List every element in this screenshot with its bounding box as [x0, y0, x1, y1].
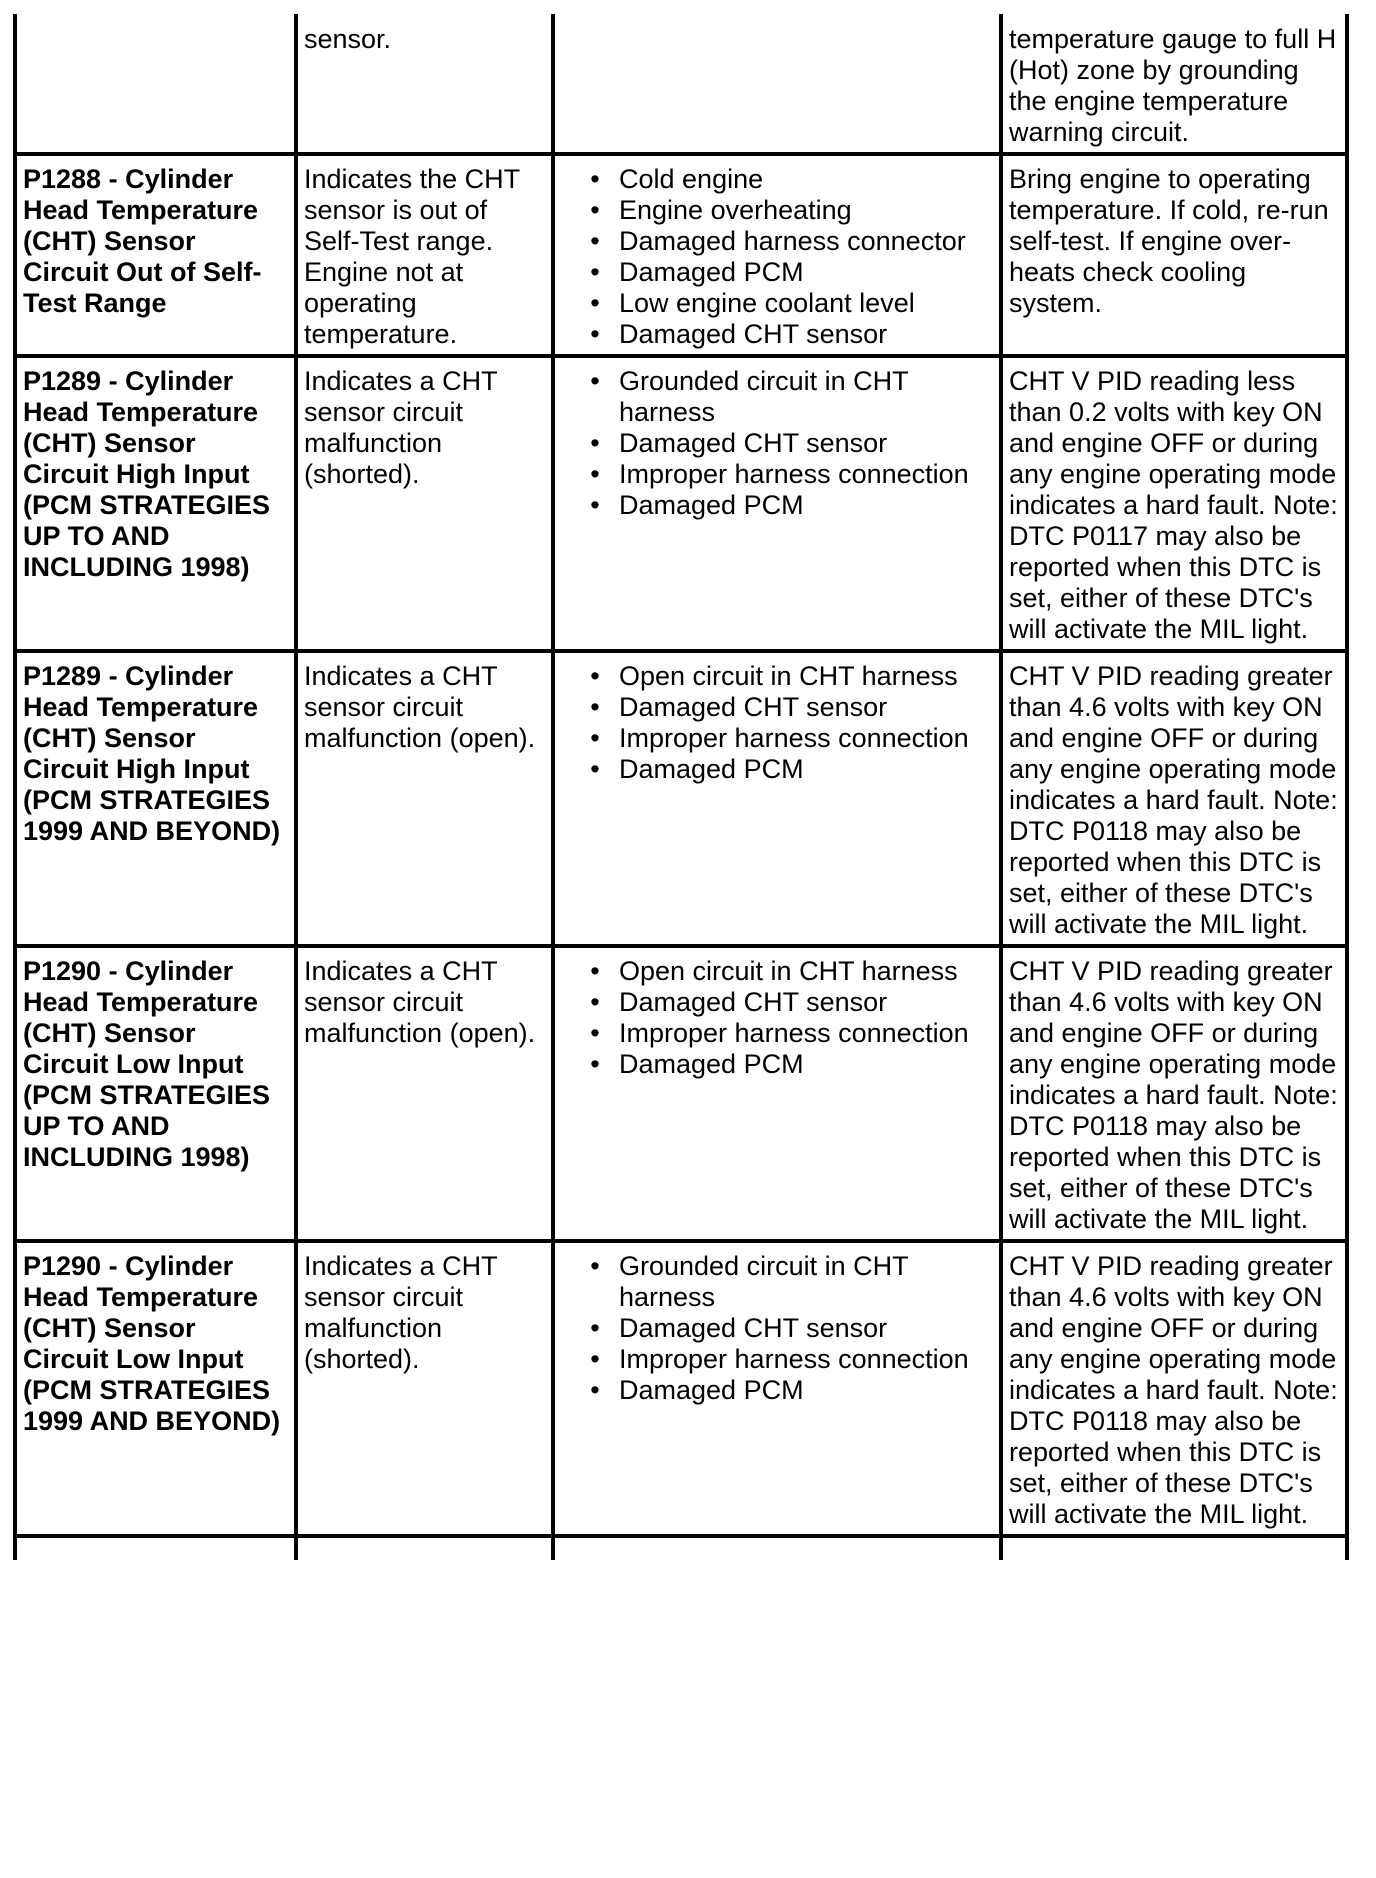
cause-text: Damaged CHT sensor	[619, 1313, 888, 1343]
list-item	[585, 1251, 993, 1313]
list-item	[585, 195, 993, 226]
dtc-code: P1289 - Cylinder Head Temperature (CHT) Sensor Circuit High Input (PCM STRATEGIES UP TO AND INCLUDING 1998)	[15, 356, 296, 651]
list-item	[585, 459, 993, 490]
cause-text: Damaged CHT sensor	[619, 319, 888, 349]
dtc-condition: Indicates a CHT sensor circuit malfunction (shorted).	[296, 1241, 553, 1536]
causes-list	[561, 661, 993, 785]
list-item	[585, 956, 993, 987]
cause-text: Low engine coolant level	[619, 288, 915, 318]
list-item	[585, 661, 993, 692]
bullet-icon: •	[590, 226, 600, 256]
list-item	[585, 366, 993, 428]
list-item	[585, 1049, 993, 1080]
dtc-condition: Indicates the CHT sensor is out of Self-Test range. Engine not at operating temperature.	[296, 154, 553, 356]
causes-list	[561, 1251, 993, 1406]
table-row	[15, 356, 1347, 651]
cause-text: Damaged PCM	[619, 257, 804, 287]
dtc-possible-causes	[553, 14, 1001, 154]
dtc-condition: Indicates a CHT sensor circuit malfunction (shorted).	[296, 356, 553, 651]
bullet-icon: •	[590, 723, 600, 753]
table-row	[15, 946, 1347, 1241]
cause-text: Damaged CHT sensor	[619, 987, 888, 1017]
dtc-action: CHT V PID reading less than 0.2 volts with key ON and engine OFF or during any engine operating mode indicates a hard fault. Note: DTC P0117 may also be reported when this DTC is set, either of these DTC's will activate the MIL light.	[1001, 356, 1347, 651]
dtc-code: P1288 - Cylinder Head Temperature (CHT) Sensor Circuit Out of Self-Test Range	[15, 154, 296, 356]
list-item	[585, 288, 993, 319]
table-row	[15, 154, 1347, 356]
bullet-icon: •	[590, 1049, 600, 1079]
dtc-possible-causes	[553, 1241, 1001, 1536]
dtc-table-body	[15, 14, 1347, 1560]
table-row	[15, 651, 1347, 946]
cause-text: Improper harness connection	[619, 459, 969, 489]
bullet-icon: •	[590, 366, 600, 396]
dtc-code	[15, 14, 296, 154]
cause-text: Grounded circuit in CHT harness	[619, 1251, 909, 1312]
dtc-possible-causes	[553, 154, 1001, 356]
bullet-icon: •	[590, 195, 600, 225]
list-item	[585, 754, 993, 785]
dtc-possible-causes	[553, 946, 1001, 1241]
cause-text: Improper harness connection	[619, 723, 969, 753]
cause-text: Damaged harness connector	[619, 226, 966, 256]
dtc-action: Bring engine to operating temperature. If cold, re-run self-test. If engine over-heats check cooling system.	[1001, 154, 1347, 356]
cause-text: Damaged PCM	[619, 490, 804, 520]
table-cell-empty	[15, 1536, 296, 1560]
bullet-icon: •	[590, 661, 600, 691]
cause-text: Damaged PCM	[619, 754, 804, 784]
bullet-icon: •	[590, 987, 600, 1017]
dtc-table	[13, 14, 1349, 1560]
bullet-icon: •	[590, 164, 600, 194]
bullet-icon: •	[590, 1375, 600, 1405]
bullet-icon: •	[590, 1018, 600, 1048]
list-item	[585, 1344, 993, 1375]
dtc-code: P1290 - Cylinder Head Temperature (CHT) Sensor Circuit Low Input (PCM STRATEGIES 1999 AND BEYOND)	[15, 1241, 296, 1536]
cause-text: Damaged CHT sensor	[619, 692, 888, 722]
cause-text: Improper harness connection	[619, 1344, 969, 1374]
bullet-icon: •	[590, 257, 600, 287]
dtc-condition: Indicates a CHT sensor circuit malfunction (open).	[296, 946, 553, 1241]
cause-text: Damaged PCM	[619, 1375, 804, 1405]
bullet-icon: •	[590, 1251, 600, 1281]
cause-text: Cold engine	[619, 164, 764, 194]
list-item	[585, 987, 993, 1018]
bullet-icon: •	[590, 692, 600, 722]
bullet-icon: •	[590, 754, 600, 784]
list-item	[585, 1018, 993, 1049]
bullet-icon: •	[590, 956, 600, 986]
cause-text: Open circuit in CHT harness	[619, 956, 958, 986]
dtc-action: CHT V PID reading greater than 4.6 volts with key ON and engine OFF or during any engine operating mode indicates a hard fault. Note: DTC P0118 may also be reported when this DTC is set, either of these DTC's will activate the MIL light.	[1001, 1241, 1347, 1536]
list-item	[585, 490, 993, 521]
bullet-icon: •	[590, 428, 600, 458]
table-row-continued	[15, 1536, 1347, 1560]
dtc-possible-causes	[553, 356, 1001, 651]
cause-text: Damaged CHT sensor	[619, 428, 888, 458]
table-cell-empty	[296, 1536, 553, 1560]
list-item	[585, 226, 993, 257]
table-cell-empty	[553, 1536, 1001, 1560]
cause-text: Engine overheating	[619, 195, 852, 225]
dtc-condition: Indicates a CHT sensor circuit malfunction (open).	[296, 651, 553, 946]
dtc-action: temperature gauge to full H (Hot) zone by grounding the engine temperature warning circuit.	[1001, 14, 1347, 154]
causes-list	[561, 366, 993, 521]
table-cell-empty	[1001, 1536, 1347, 1560]
list-item	[585, 164, 993, 195]
bullet-icon: •	[590, 490, 600, 520]
dtc-action: CHT V PID reading greater than 4.6 volts with key ON and engine OFF or during any engine operating mode indicates a hard fault. Note: DTC P0118 may also be reported when this DTC is set, either of these DTC's will activate the MIL light.	[1001, 651, 1347, 946]
dtc-code: P1289 - Cylinder Head Temperature (CHT) Sensor Circuit High Input (PCM STRATEGIES 1999 AND BEYOND)	[15, 651, 296, 946]
cause-text: Improper harness connection	[619, 1018, 969, 1048]
list-item	[585, 1313, 993, 1344]
table-row	[15, 1241, 1347, 1536]
bullet-icon: •	[590, 288, 600, 318]
causes-list	[561, 956, 993, 1080]
list-item	[585, 257, 993, 288]
bullet-icon: •	[590, 459, 600, 489]
bullet-icon: •	[590, 1344, 600, 1374]
dtc-code: P1290 - Cylinder Head Temperature (CHT) Sensor Circuit Low Input (PCM STRATEGIES UP TO AND INCLUDING 1998)	[15, 946, 296, 1241]
cause-text: Damaged PCM	[619, 1049, 804, 1079]
list-item	[585, 723, 993, 754]
cause-text: Grounded circuit in CHT harness	[619, 366, 909, 427]
bullet-icon: •	[590, 1313, 600, 1343]
table-row	[15, 14, 1347, 154]
causes-list	[561, 164, 993, 350]
dtc-condition: sensor.	[296, 14, 553, 154]
dtc-possible-causes	[553, 651, 1001, 946]
list-item	[585, 319, 993, 350]
cause-text: Open circuit in CHT harness	[619, 661, 958, 691]
list-item	[585, 428, 993, 459]
bullet-icon: •	[590, 319, 600, 349]
dtc-action: CHT V PID reading greater than 4.6 volts with key ON and engine OFF or during any engine operating mode indicates a hard fault. Note: DTC P0118 may also be reported when this DTC is set, either of these DTC's will activate the MIL light.	[1001, 946, 1347, 1241]
list-item	[585, 1375, 993, 1406]
list-item	[585, 692, 993, 723]
